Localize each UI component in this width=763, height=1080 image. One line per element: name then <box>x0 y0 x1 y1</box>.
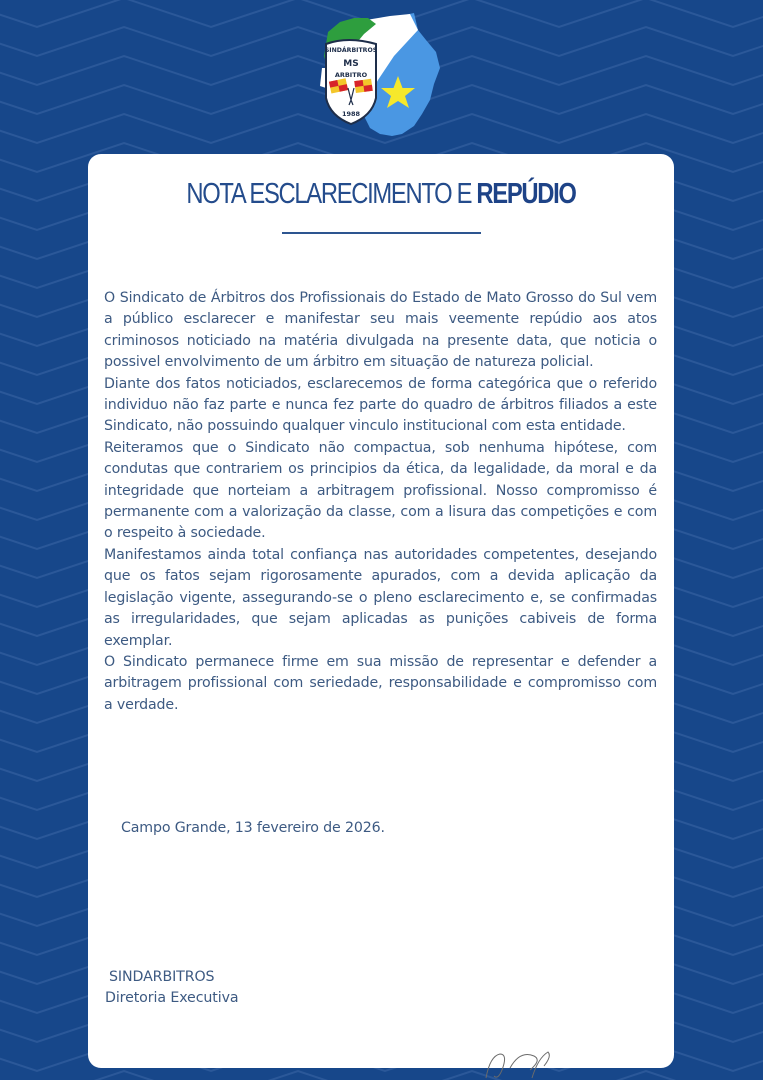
handwritten-signature <box>480 1048 570 1080</box>
logo-subtitle-text: ARBITRO <box>334 71 368 79</box>
document-body <box>104 288 657 716</box>
sindarbitros-logo <box>318 8 448 138</box>
signature-role: Diretoria Executiva <box>105 990 239 1006</box>
title-bold: REPÚDIO <box>476 178 576 210</box>
paragraph: Diante dos fatos noticiados, esclarecemos de forma categórica que o referido individuo não faz parte e nunca fez parte do quadro de árbitros filiados a este Sindicato, não possuindo qualquer vinculo institucional com esta entidade. <box>104 375 657 435</box>
logo-state-text: MS <box>343 59 359 69</box>
title-underline-divider <box>282 232 481 234</box>
signature-organization: SINDARBITROS <box>109 969 215 985</box>
chevron-line <box>0 1071 763 1080</box>
paragraph: O Sindicato de Árbitros dos Profissionais do Estado de Mato Grosso do Sul vem a público esclarecer e manifestar seu mais veemente repúdio aos atos criminosos noticiado na matéria divulgada na presente data, que noticia o possivel envolvimento de um árbitro em situação de natureza policial. <box>104 290 657 371</box>
paragraph: O Sindicato permanece firme em sua missão de representar e defender a arbitragem profissional com seriedade, responsabilidade e compromisso com a verdade. <box>104 653 657 713</box>
paragraph: Reiteramos que o Sindicato não compactua, sob nenhuma hipótese, com condutas que contrariem os principios da ética, da legalidade, da moral e da integridade que norteiam a arbitragem profissional. Nosso compromisso é permanente com a valorização da classe, com a lisura das competições e com o respeito à sociedade. <box>104 439 657 542</box>
paragraph: Manifestamos ainda total confiança nas autoridades competentes, desejando que os fatos sejam rigorosamente apurados, com a devida aplicação da legislação vigente, assegurando-se o pleno esclarecimento e, se confirmadas as irregularidades, que sejam aplicadas as punições cabiveis de forma exemplar. <box>104 546 657 649</box>
place-date: Campo Grande, 13 fevereiro de 2026. <box>121 820 385 836</box>
logo-top-text: SINDÁRBITROS <box>324 47 378 54</box>
document-title <box>141 178 622 211</box>
document-card <box>88 154 674 1068</box>
logo-year-text: 1988 <box>341 110 361 118</box>
title-regular: NOTA ESCLARECIMENTO E <box>186 178 477 210</box>
